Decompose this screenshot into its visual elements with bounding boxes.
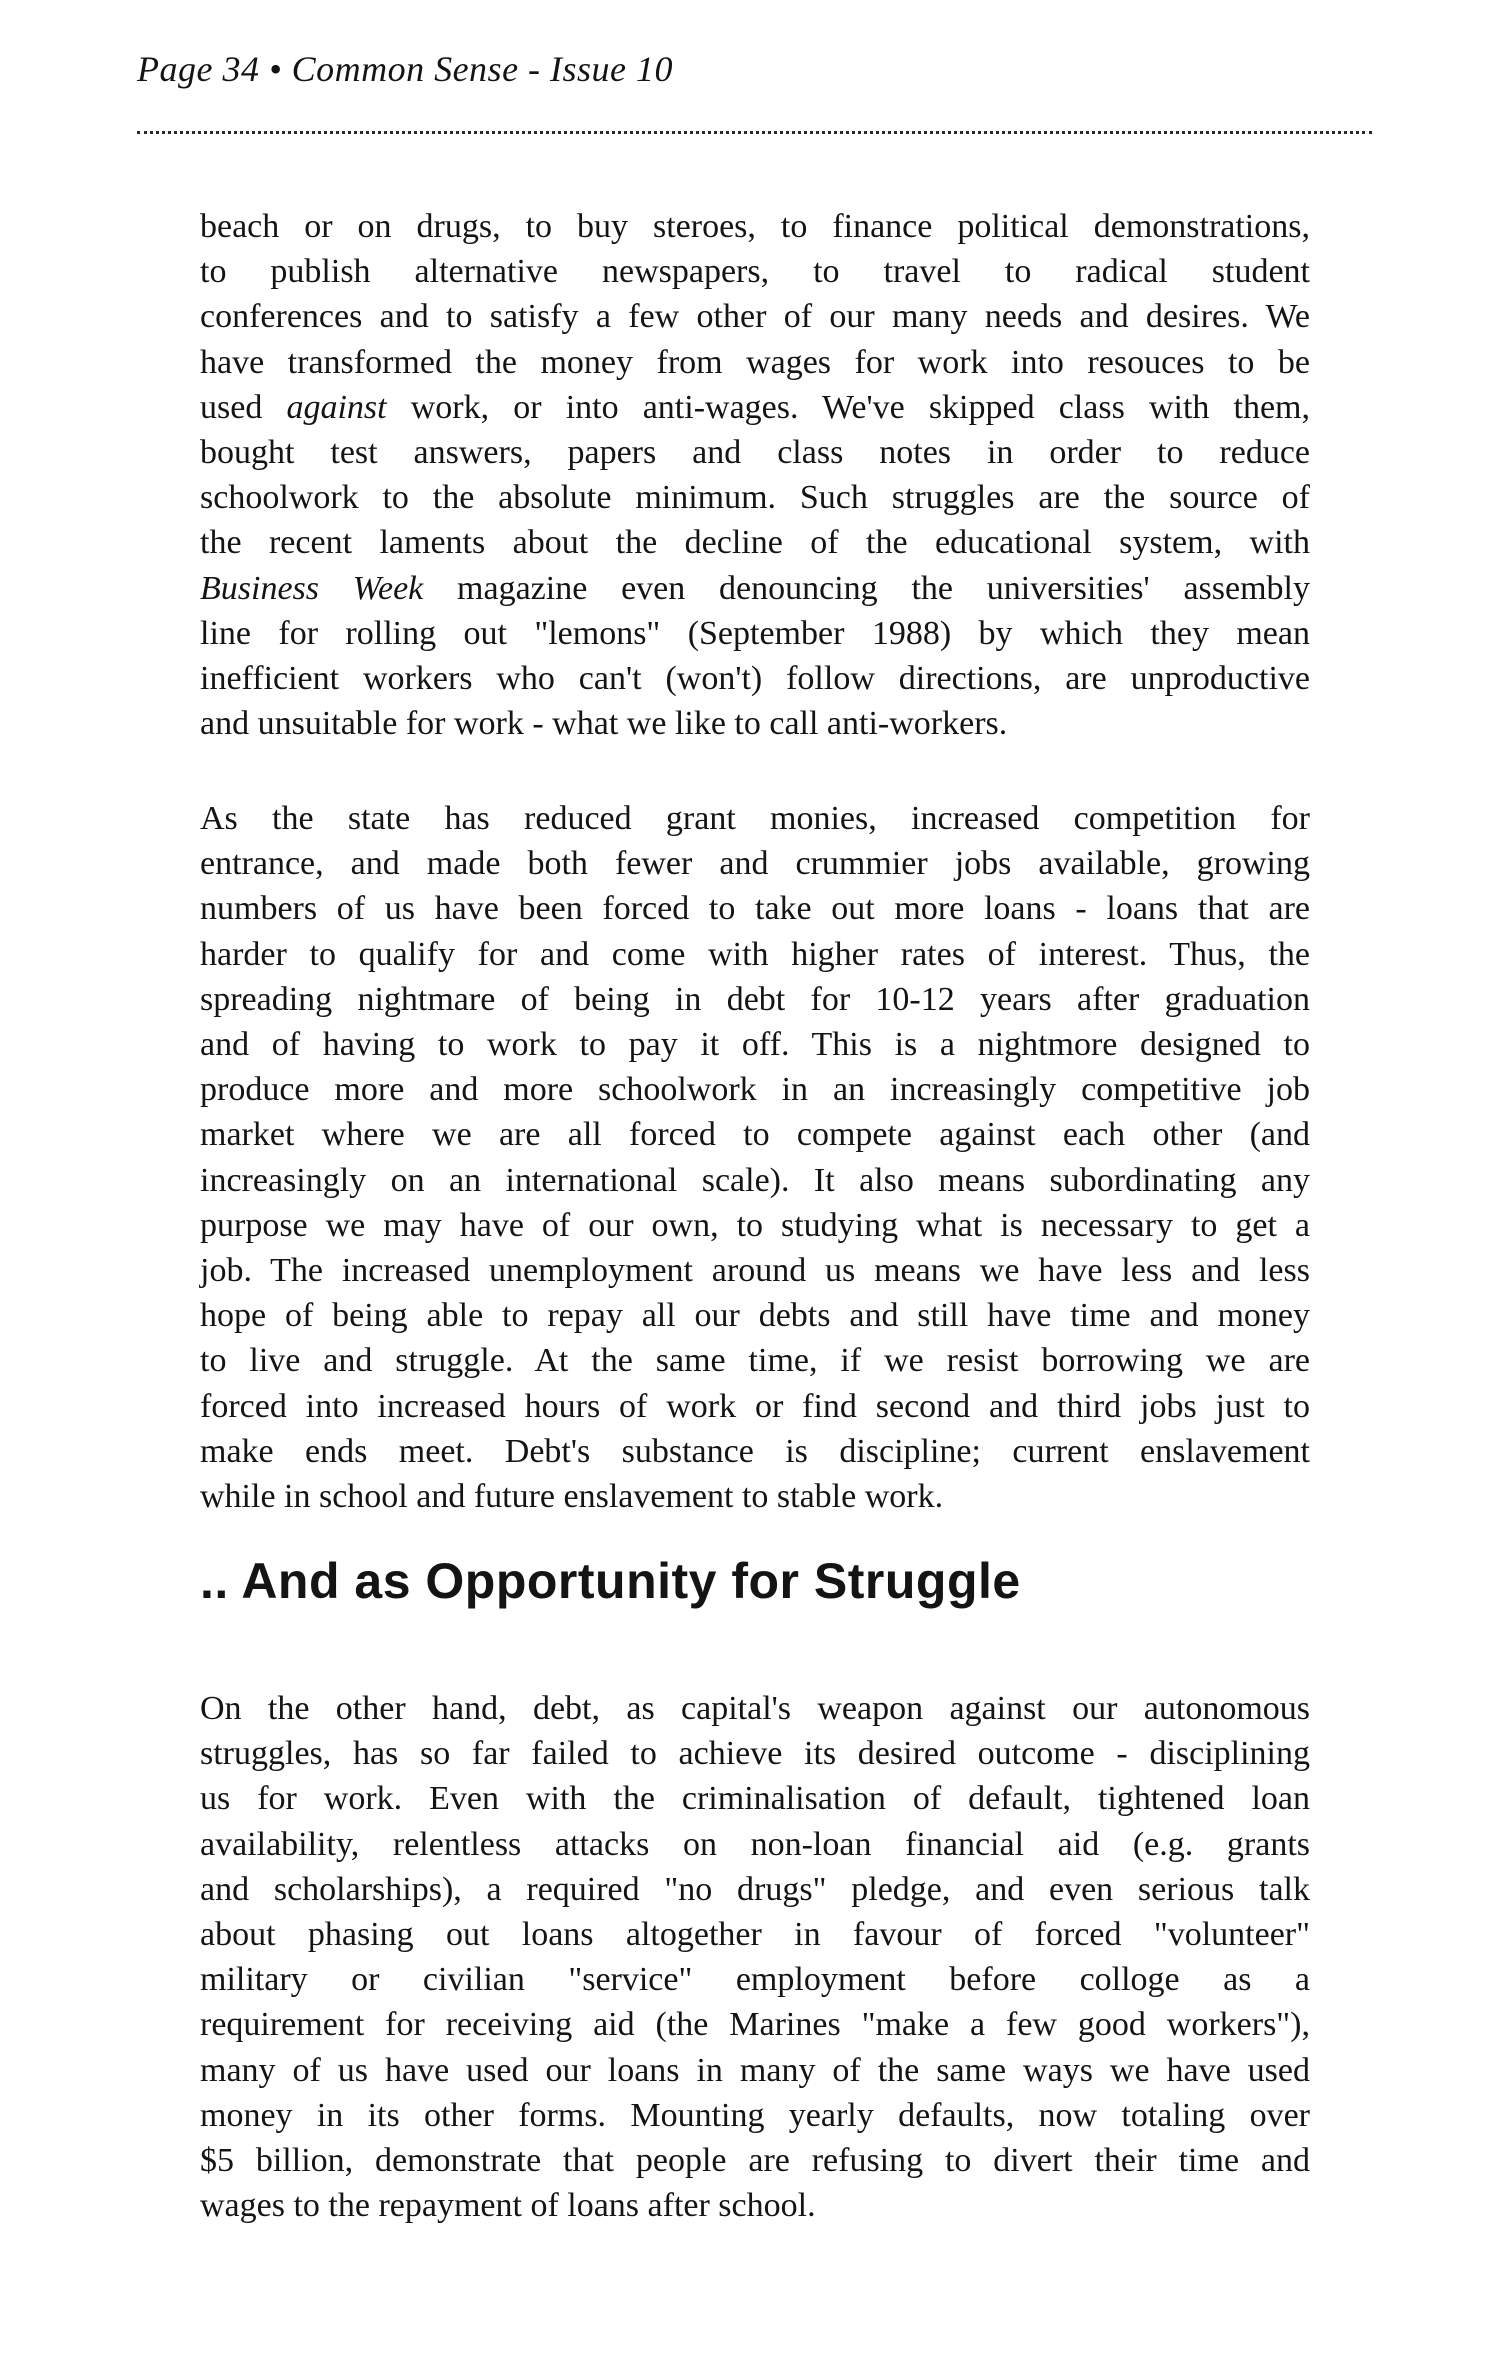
text-line: As the state has reduced grant monies, increased competition for bbox=[200, 800, 1310, 837]
text-line: produce more and more schoolwork in an increasingly competitive job bbox=[200, 1071, 1310, 1109]
text-line-with-italic bbox=[200, 566, 1310, 611]
text-line: the recent laments about the decline of the educational system, with bbox=[200, 524, 1310, 562]
text-line: money in its other forms. Mounting yearly defaults, now totaling over bbox=[200, 2096, 1310, 2134]
text-run: work, or into anti-wages. We've skipped class with them, bbox=[386, 388, 1311, 426]
text-line: us for work. Even with the criminalisation of default, tightened loan bbox=[200, 1780, 1310, 1818]
text-line: On the other hand, debt, as capital's weapon against our autonomous bbox=[200, 1690, 1310, 1727]
text-line: hope of being able to repay all our debts and still have time and money bbox=[200, 1297, 1310, 1335]
running-head: Page 34 • Common Sense - Issue 10 bbox=[137, 49, 674, 89]
text-line: job. The increased unemployment around us means we have less and less bbox=[200, 1252, 1310, 1290]
text-run: magazine even denouncing the universities' assembly bbox=[423, 569, 1310, 607]
text-line: $5 billion, demonstrate that people are refusing to divert their time and bbox=[200, 2142, 1310, 2180]
text-line: make ends meet. Debt's substance is discipline; current enslavement bbox=[200, 1432, 1310, 1470]
text-line: military or civilian "service" employment before colloge as a bbox=[200, 1961, 1310, 1999]
text-line-with-italic bbox=[200, 385, 1310, 430]
text-line: wages to the repayment of loans after school. bbox=[200, 2187, 816, 2225]
text-line: about phasing out loans altogether in favour of forced "volunteer" bbox=[200, 1916, 1310, 1954]
dotted-divider bbox=[137, 131, 1372, 134]
text-line: bought test answers, papers and class notes in order to reduce bbox=[200, 434, 1310, 472]
text-line: purpose we may have of our own, to studying what is necessary to get a bbox=[200, 1206, 1310, 1244]
text-line: spreading nightmare of being in debt for 10-12 years after graduation bbox=[200, 980, 1310, 1018]
text-line: availability, relentless attacks on non-loan financial aid (e.g. grants bbox=[200, 1825, 1310, 1863]
text-line: and of having to work to pay it off. This is a nightmore designed to bbox=[200, 1026, 1310, 1064]
paragraph-1 bbox=[200, 204, 1310, 746]
text-line: conferences and to satisfy a few other of our many needs and desires. We bbox=[200, 298, 1310, 336]
paragraph-2 bbox=[200, 796, 1310, 1519]
text-line: while in school and future enslavement to stable work. bbox=[200, 1478, 944, 1516]
text-line: harder to qualify for and come with higher rates of interest. Thus, the bbox=[200, 935, 1310, 973]
text-run: used bbox=[200, 388, 287, 426]
text-line: inefficient workers who can't (won't) follow directions, are unproductive bbox=[200, 660, 1310, 698]
text-line: and unsuitable for work - what we like to call anti-workers. bbox=[200, 705, 1008, 743]
text-line: market where we are all forced to compete against each other (and bbox=[200, 1116, 1310, 1154]
paragraph-3 bbox=[200, 1686, 1310, 2228]
text-line: beach or on drugs, to buy steroes, to finance political demonstrations, bbox=[200, 208, 1310, 245]
text-line: entrance, and made both fewer and crummier jobs available, growing bbox=[200, 845, 1310, 883]
text-line: struggles, has so far failed to achieve its desired outcome - disciplining bbox=[200, 1735, 1310, 1773]
section-heading: .. And as Opportunity for Struggle bbox=[200, 1553, 1021, 1609]
text-line: to live and struggle. At the same time, if we resist borrowing we are bbox=[200, 1342, 1310, 1380]
text-line: and scholarships), a required "no drugs" pledge, and even serious talk bbox=[200, 1870, 1310, 1908]
magazine-title: Business Week bbox=[200, 569, 424, 607]
text-line: requirement for receiving aid (the Marines "make a few good workers"), bbox=[200, 2006, 1310, 2044]
text-line: increasingly on an international scale). It also means subordinating any bbox=[200, 1161, 1310, 1199]
italic-emphasis: against bbox=[286, 388, 387, 426]
text-line: schoolwork to the absolute minimum. Such struggles are the source of bbox=[200, 479, 1310, 517]
text-line: many of us have used our loans in many of the same ways we have used bbox=[200, 2051, 1310, 2089]
text-line: numbers of us have been forced to take out more loans - loans that are bbox=[200, 890, 1310, 928]
text-line: line for rolling out "lemons" (September 1988) by which they mean bbox=[200, 614, 1310, 652]
text-line: forced into increased hours of work or find second and third jobs just to bbox=[200, 1387, 1310, 1425]
text-line: to publish alternative newspapers, to travel to radical student bbox=[200, 253, 1310, 291]
text-line: have transformed the money from wages for work into resouces to be bbox=[200, 343, 1310, 381]
